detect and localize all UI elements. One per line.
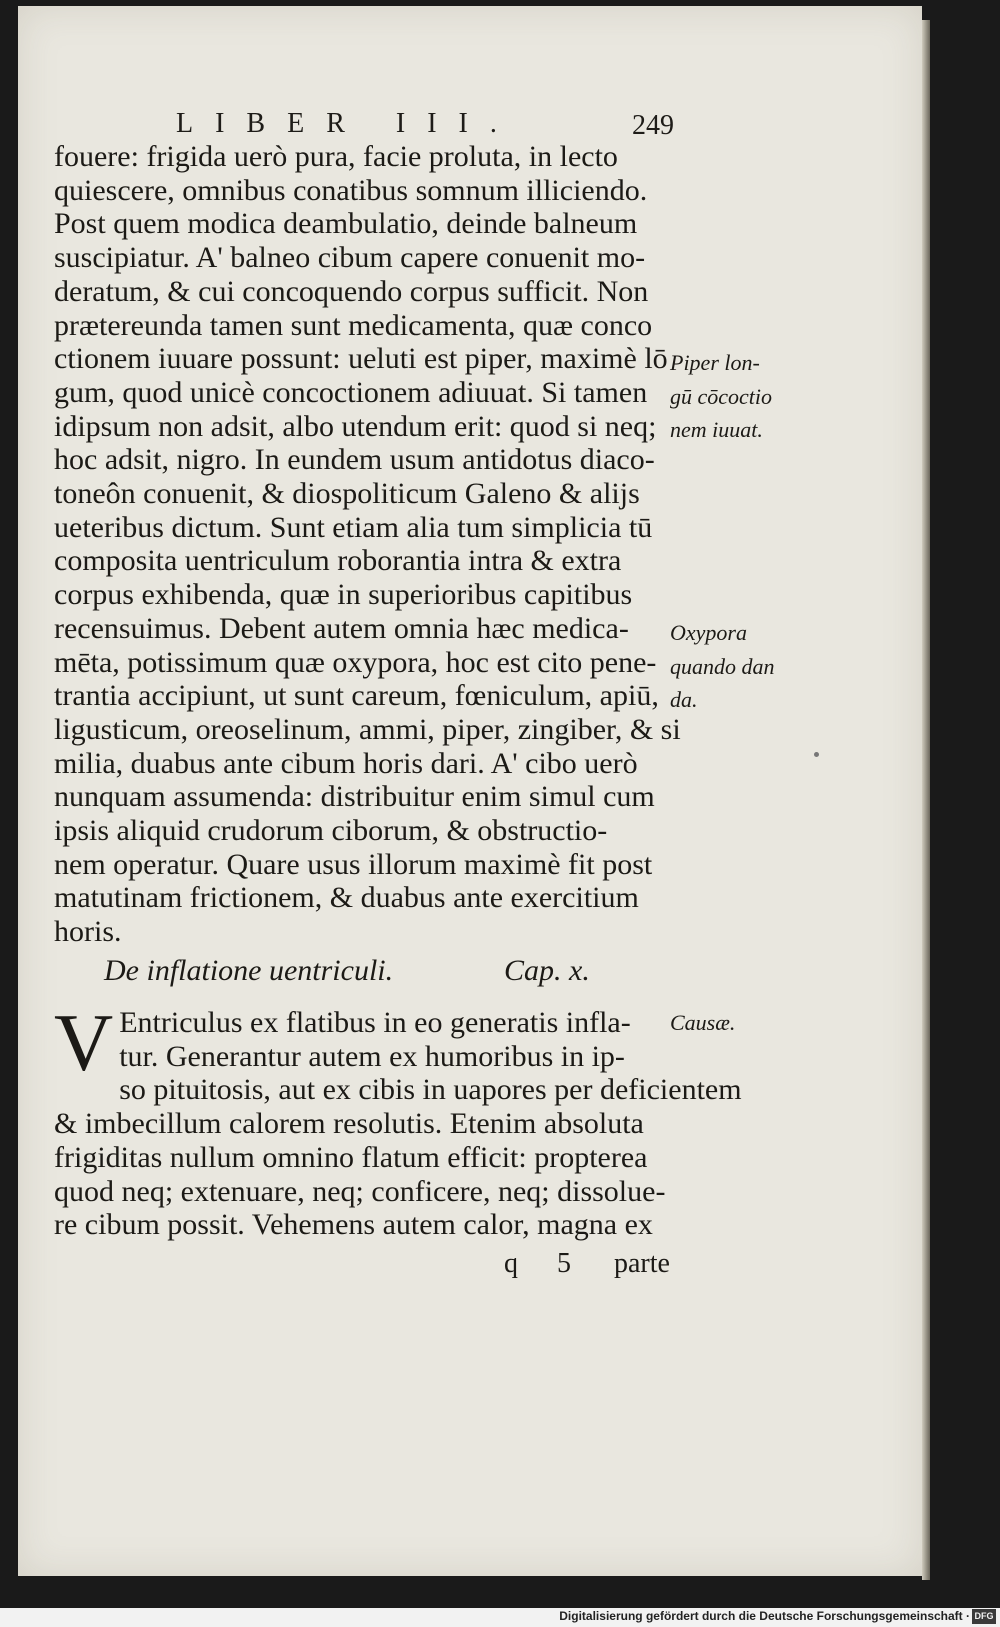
margin-note-causae	[670, 1006, 830, 1040]
margin-note-line: Piper lon-	[670, 350, 760, 375]
digitization-footer	[0, 1608, 1000, 1627]
catchword: parte	[614, 1248, 670, 1279]
text-line: so pituitosis, aut ex cibis in uapores per deficientem	[119, 1073, 742, 1107]
text-line: matutinam frictionem, & duabus ante exercitium	[54, 881, 639, 915]
text-line: frigiditas nullum omnino flatum efficit: propterea	[54, 1140, 648, 1174]
text-line: idipsum non adsit, albo utendum erit: quod si neq;	[54, 409, 657, 443]
text-line: quiescere, omnibus conatibus somnum illiciendo.	[54, 173, 648, 207]
text-line: horis.	[54, 915, 122, 949]
text-line: toneôn conuenit, & diospoliticum Galeno & alijs	[54, 477, 640, 511]
ink-speck	[814, 752, 819, 757]
text-line: corpus exhibenda, quæ in superioribus capitibus	[54, 578, 633, 612]
text-line: Post quem modica deambulatio, deinde balneum	[54, 207, 638, 241]
text-line: composita uentriculum roborantia intra & extra	[54, 544, 622, 578]
text-line: & imbecillum calorem resolutis. Etenim absoluta	[54, 1107, 644, 1141]
text-line: suscipiatur. A' balneo cibum capere conuenit mo-	[54, 241, 646, 275]
text-line: nem operatur. Quare usus illorum maximè fit post	[54, 847, 653, 881]
margin-note-oxypora	[670, 616, 830, 717]
dfg-logo-icon: DFG	[972, 1609, 996, 1624]
text-line: ligusticum, oreoselinum, ammi, piper, zingiber, & si	[54, 712, 681, 746]
text-line: quod neq; extenuare, neq; conficere, neq; dissolue-	[54, 1174, 666, 1208]
chapter-heading	[104, 954, 664, 994]
drop-cap-initial: V	[54, 997, 114, 1088]
text-line: re cibum possit. Vehemens autem calor, magna ex	[54, 1208, 653, 1242]
margin-note-line: nem iuuat.	[670, 417, 763, 443]
margin-note-line: Causæ.	[670, 1010, 736, 1035]
footer-credit: Digitalisierung gefördert durch die Deutsche Forschungsgemeinschaft ·	[559, 1609, 970, 1623]
page-edge-shadow	[922, 20, 930, 1580]
text-line: tur. Generantur autem ex humoribus in ip-	[119, 1039, 625, 1073]
text-line: trantia accipiunt, ut sunt careum, fœniculum, apiū,	[54, 679, 659, 713]
signature-line	[54, 1248, 684, 1282]
text-line: milia, duabus ante cibum horis dari. A' cibo uerò	[54, 746, 638, 780]
running-title: LIBER III.	[176, 108, 519, 139]
book-page	[18, 6, 922, 1576]
text-line: nunquam assumenda: distribuitur enim simul cum	[54, 780, 655, 814]
signature-mark: q 5	[504, 1248, 587, 1279]
text-line: hoc adsit, nigro. In eundem usum antidotus diaco-	[54, 443, 655, 477]
margin-note-piper	[670, 346, 830, 447]
text-line: fouere: frigida uerò pura, facie proluta, in lecto	[54, 140, 618, 173]
text-line: Entriculus ex flatibus in eo generatis infla-	[119, 1006, 631, 1039]
main-text-block	[54, 140, 684, 949]
text-line: gum, quod unicè concoctionem adiuuat. Si tamen	[54, 375, 648, 409]
margin-note-line: gū cōcoctio	[670, 383, 773, 409]
margin-note-line: Oxypora	[670, 620, 747, 645]
text-line: ipsis aliquid crudorum ciborum, & obstructio-	[54, 814, 608, 848]
text-line: prætereunda tamen sunt medicamenta, quæ conco	[54, 308, 653, 342]
text-line: mēta, potissimum quæ oxypora, hoc est cito pene-	[54, 645, 657, 679]
text-line: ctionem iuuare possunt: ueluti est piper, maximè lō	[54, 342, 668, 376]
text-line: ueteribus dictum. Sunt etiam alia tum simplicia tū	[54, 510, 653, 544]
chapter-number: Cap. x.	[504, 954, 590, 987]
text-line: recensuimus. Debent autem omnia hæc medica-	[54, 611, 629, 645]
chapter-title: De inflatione uentriculi.	[104, 954, 394, 987]
margin-note-line: da.	[670, 687, 698, 713]
margin-note-line: quando dan	[670, 653, 775, 679]
text-line: deratum, & cui concoquendo corpus sufficit. Non	[54, 274, 649, 308]
page-number: 249	[632, 110, 674, 141]
